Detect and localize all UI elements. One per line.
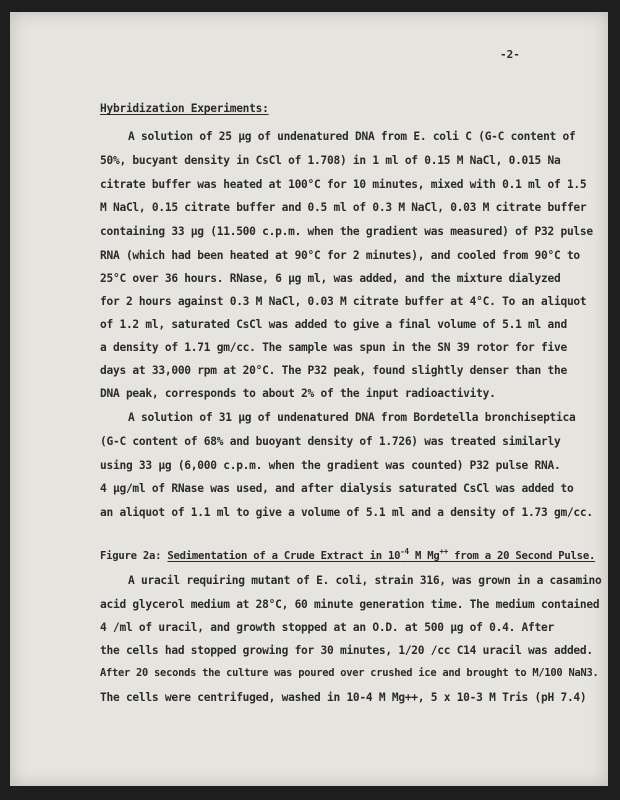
figure-title: Sedimentation of a Crude Extract in $10^{-4}$ M Mg++ from a 20 Second Pulse. bbox=[167, 547, 596, 562]
text-line: DNA peak, corresponds to about 2% of the input radioactivity. bbox=[100, 387, 496, 400]
text-line: M NaCl, 0.15 citrate buffer and 0.5 ml of 0.3 M NaCl, 0.03 M citrate buffer bbox=[100, 201, 587, 214]
page-number: -2- bbox=[500, 48, 520, 61]
text-line: 4 /ml of uracil, and growth stopped at an O.D. at 500 µg of 0.4. After bbox=[100, 621, 554, 634]
hybridization-heading: Hybridization Experiments: bbox=[100, 102, 269, 115]
text-line: 4 µg/ml of RNase was used, and after dialysis saturated CsCl was added to bbox=[100, 482, 574, 495]
text-line: days at 33,000 rpm at 20°C. The P32 peak, found slightly denser than the bbox=[100, 364, 567, 377]
text-line: A uracil requiring mutant of E. coli, strain 316, was grown in a casamino bbox=[128, 574, 602, 587]
text-line: (G-C content of 68% and buoyant density of 1.726) was treated similarly bbox=[100, 435, 561, 448]
text-line: acid glycerol medium at 28°C, 60 minute generation time. The medium contained bbox=[100, 598, 600, 611]
text-line: containing 33 µg (11.500 c.p.m. when the gradient was measured) of P32 pulse bbox=[100, 225, 593, 238]
text-line: for 2 hours against 0.3 M NaCl, 0.03 M citrate buffer at 4°C. To an aliquot bbox=[100, 295, 587, 308]
text-line: using 33 µg (6,000 c.p.m. when the gradient was counted) P32 pulse RNA. bbox=[100, 459, 561, 472]
text-line: the cells had stopped growing for 30 minutes, 1/20 /cc C14 uracil was added. bbox=[100, 644, 593, 657]
text-line: After 20 seconds the culture was poured over crushed ice and brought to M/100 NaN3. bbox=[100, 667, 599, 679]
text-line: 50%, bucyant density in CsCl of 1.708) in 1 ml of 0.15 M NaCl, 0.015 Na bbox=[100, 154, 561, 167]
text-line: of 1.2 ml, saturated CsCl was added to give a final volume of 5.1 ml and bbox=[100, 318, 567, 331]
figure-2a-heading bbox=[100, 547, 596, 562]
text-line: 25°C over 36 hours. RNase, 6 µg ml, was added, and the mixture dialyzed bbox=[100, 272, 561, 285]
text-line: The cells were centrifuged, washed in 10-4 M Mg++, 5 x 10-3 M Tris (pH 7.4) bbox=[100, 691, 587, 704]
text-line: RNA (which had been heated at 90°C for 2 minutes), and cooled from 90°C to bbox=[100, 249, 580, 262]
figure-label: Figure 2a: bbox=[100, 550, 162, 562]
text-line: citrate buffer was heated at 100°C for 10 minutes, mixed with 0.1 ml of 1.5 bbox=[100, 178, 587, 191]
text-line: a density of 1.71 gm/cc. The sample was spun in the SN 39 rotor for five bbox=[100, 341, 567, 354]
text-line: an aliquot of 1.1 ml to give a volume of 5.1 ml and a density of 1.73 gm/cc. bbox=[100, 506, 593, 519]
text-line: A solution of 25 µg of undenatured DNA from E. coli C (G-C content of bbox=[128, 130, 576, 143]
text-line: A solution of 31 µg of undenatured DNA from Bordetella bronchiseptica bbox=[128, 411, 576, 424]
